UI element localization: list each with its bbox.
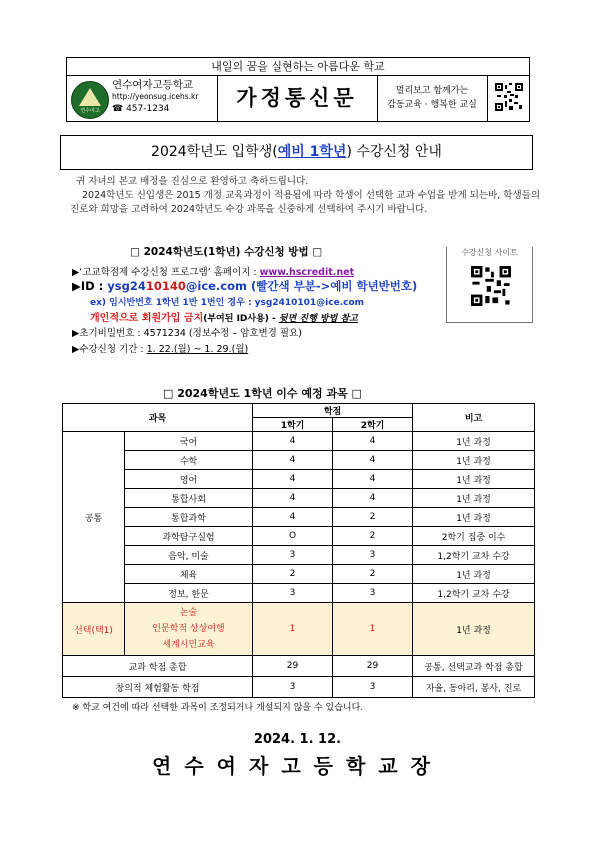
creative-sem1: 3 [253,677,333,698]
slogan-line-2: 감동교육 · 행복한 교실 [387,100,477,110]
row-subject: 통합과학 [125,508,253,527]
header-sem2: 2학기 [333,418,413,432]
header-note: 비고 [413,404,535,432]
select-sem1: 1 [253,603,333,656]
title-post: ) 수강신청 안내 [346,144,442,160]
row-sem2: 4 [333,470,413,489]
period-value: 1. 22.(월) ~ 1. 29.(월) [146,344,249,355]
table-row [63,584,535,603]
id-suffix: @ice.com [185,279,248,293]
row-sem1: 2 [253,565,333,584]
slogan [377,76,487,112]
id-line [72,278,417,294]
total-sem1: 29 [253,656,333,677]
site-box-label: 수강신청 사이트 [447,247,532,258]
school-phone: ☎ 457-1234 [112,104,170,114]
school-motto: 내일의 꿈을 실현하는 아름다운 학교 [66,57,530,76]
select-sem2: 1 [333,603,413,656]
row-note: 1,2학기 교차 수강 [413,546,535,565]
row-sem2: 4 [333,489,413,508]
table-row [63,527,535,546]
row-subject: 통합사회 [125,489,253,508]
warning-text: 개인적으로 회원가입 금지 [90,313,204,324]
mountain-icon [79,88,101,106]
creative-sem2: 3 [333,677,413,698]
group-common: 공통 [63,432,125,603]
select-subject: 논술 [179,608,198,618]
creative-label: 창의적 체험활동 학점 [63,677,253,698]
id-note: (빨간색 부분->예비 학년반번호) [251,279,418,293]
row-sem2: 3 [333,584,413,603]
select-subject: 세계시민교육 [162,640,215,650]
row-sem1: 3 [253,584,333,603]
method-title: □ 2024학년도(1학년) 수강신청 방법 □ [130,246,323,258]
school-info-cell [67,76,218,121]
table-row [63,470,535,489]
select-row [63,603,535,656]
select-subjects [125,603,253,656]
homepage-link[interactable]: www.hscredit.net [259,267,355,278]
school-logo [71,81,109,119]
intro-paragraph [70,175,540,217]
homepage-label: ▶‘고교학점제 수강신청 프로그램’ 홈페이지 : [72,267,260,278]
creative-row [63,677,535,698]
total-label: 교과 학점 총합 [63,656,253,677]
school-contact [112,79,198,115]
table-row [63,546,535,565]
title-cell [217,76,378,121]
id-highlight: 10140 [145,279,186,293]
table-row [63,508,535,527]
header-credit: 학점 [253,404,413,418]
row-note: 1년 과정 [413,565,535,584]
select-label: 선택(택1) [63,603,125,656]
issue-date: 2024. 1. 12. [253,732,342,747]
intro-line-1: 귀 자녀의 본교 배정을 진심으로 환영하고 축하드립니다. [76,176,309,187]
title-emphasis: 예비 1학년 [277,144,347,160]
page-title [60,135,533,170]
qr-code-icon[interactable] [495,83,523,111]
intro-line-2: 2024학년도 신입생은 2015 개정 교육과정이 적용됨에 따라 학생이 선택한 교과 수업을 받게 되는바, 학생들의 진로와 희망을 고려하여 2024학년도 수강 과목을 신중하게 선택하여 주시기 바랍니다. [70,190,540,215]
select-note: 1년 과정 [413,603,535,656]
select-subject: 인문학적 상상여행 [152,624,225,634]
total-note: 공통, 선택교과 학점 총합 [413,656,535,677]
homepage-line [72,264,354,278]
site-qr-box [446,247,533,323]
title-pre: 2024학년도 입학생( [151,144,278,160]
row-subject: 정보, 한문 [125,584,253,603]
subjects-title: □ 2024학년도 1학년 이수 예정 과목 □ [163,387,362,400]
creative-note: 자율, 동아리, 봉사, 진로 [413,677,535,698]
row-sem2: 2 [333,508,413,527]
slogan-cell [377,76,488,121]
row-sem1: 4 [253,451,333,470]
school-name: 연수여자고등학교 [112,79,194,91]
row-sem1: 4 [253,489,333,508]
row-sem1: O [253,527,333,546]
row-note: 1,2학기 교차 수강 [413,584,535,603]
row-subject: 국어 [125,432,253,451]
warning-ref: 뒷면 진행 방법 참고 [278,314,358,324]
password-line: ▶초기비밀번호 : 4571234 (정보수정 – 암호변경 필요) [72,328,302,339]
row-sem2: 2 [333,527,413,546]
total-row [63,656,535,677]
principal-signature: 연수여자고등학교장 [152,754,443,778]
table-row [63,565,535,584]
row-note: 1년 과정 [413,451,535,470]
logo-text: 연수여고 [80,108,100,114]
row-sem2: 2 [333,565,413,584]
id-label: ▶ID : [72,279,108,293]
slogan-line-1: 멀리보고 함께가는 [395,86,469,96]
total-sem2: 29 [333,656,413,677]
school-url[interactable]: http://yeonsug.icehs.kr [112,92,199,101]
row-sem1: 4 [253,432,333,451]
header-sem1: 1학기 [253,418,333,432]
table-row [63,432,535,451]
subjects-table [62,403,535,698]
row-note: 2학기 집중 이수 [413,527,535,546]
warning-line [90,309,358,324]
row-sem2: 4 [333,432,413,451]
header-subject: 과목 [63,404,253,432]
row-sem1: 4 [253,508,333,527]
row-subject: 과학탐구실험 [125,527,253,546]
row-note: 1년 과정 [413,470,535,489]
site-qr-code-icon[interactable] [471,266,511,306]
qr-cell [487,76,529,121]
row-sem1: 4 [253,470,333,489]
row-note: 1년 과정 [413,432,535,451]
row-note: 1년 과정 [413,508,535,527]
id-example: ex) 임시반번호 1학년 1반 1번인 경우 : ysg2410101@ice.com [90,298,365,308]
warning-tail: (부여된 ID사용) - [203,314,279,324]
period-label: ▶수강신청 기간 : [72,344,147,355]
newsletter-title: 가정통신문 [236,86,358,110]
row-subject: 체육 [125,565,253,584]
row-sem1: 3 [253,546,333,565]
row-subject: 영어 [125,470,253,489]
letterhead [66,75,530,122]
table-row [63,451,535,470]
row-subject: 수학 [125,451,253,470]
row-sem2: 4 [333,451,413,470]
id-prefix: ysg24 [107,279,146,293]
row-subject: 음악, 미술 [125,546,253,565]
footnote: ※ 학교 여건에 따라 선택한 과목이 조정되거나 개설되지 않을 수 있습니다. [72,703,364,713]
row-sem2: 3 [333,546,413,565]
table-row [63,489,535,508]
period-line [72,341,248,355]
row-note: 1년 과정 [413,489,535,508]
